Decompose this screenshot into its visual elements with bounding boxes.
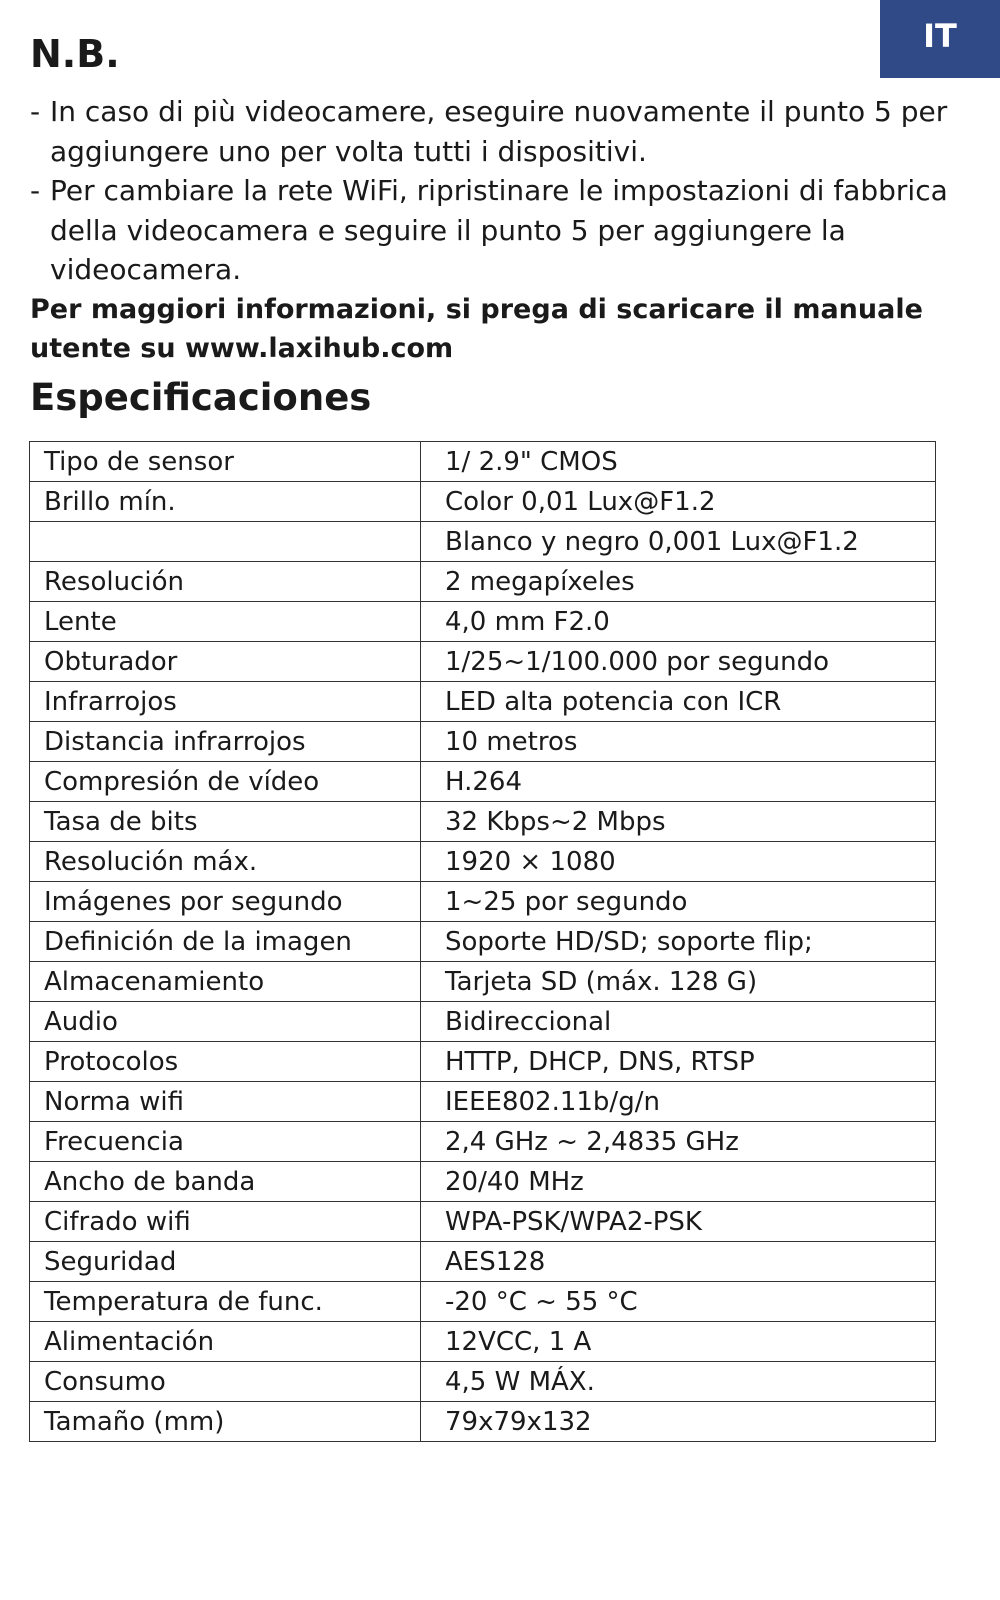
nb-note-text: In caso di più videocamere, eseguire nuovamente il punto 5 per aggiungere uno per volta tutti i dispositivi.	[50, 95, 948, 168]
table-row	[30, 482, 936, 522]
spec-label: Tamaño (mm)	[30, 1402, 421, 1442]
spec-value: 20/40 MHz	[421, 1162, 936, 1202]
spec-label: Seguridad	[30, 1242, 421, 1282]
table-row	[30, 1042, 936, 1082]
spec-value: Bidireccional	[421, 1002, 936, 1042]
spec-value: 1920 × 1080	[421, 842, 936, 882]
spec-value: H.264	[421, 762, 936, 802]
spec-value: IEEE802.11b/g/n	[421, 1082, 936, 1122]
nb-note	[30, 171, 950, 290]
table-row	[30, 1162, 936, 1202]
spec-label: Consumo	[30, 1362, 421, 1402]
spec-label: Distancia infrarrojos	[30, 722, 421, 762]
spec-label: Resolución máx.	[30, 842, 421, 882]
nb-note	[30, 92, 950, 171]
spec-label: Norma wifi	[30, 1082, 421, 1122]
spec-value: 32 Kbps~2 Mbps	[421, 802, 936, 842]
spec-value: 79x79x132	[421, 1402, 936, 1442]
spec-label: Lente	[30, 602, 421, 642]
spec-value: 2,4 GHz ~ 2,4835 GHz	[421, 1122, 936, 1162]
table-row	[30, 962, 936, 1002]
spec-value: -20 °C ~ 55 °C	[421, 1282, 936, 1322]
spec-value: 4,5 W MÁX.	[421, 1362, 936, 1402]
dash-bullet: -	[30, 174, 41, 207]
nb-note-text: Per cambiare la rete WiFi, ripristinare le impostazioni di fabbrica della videocamera e seguire il punto 5 per aggiungere la videocamera.	[50, 174, 948, 286]
spec-value: Tarjeta SD (máx. 128 G)	[421, 962, 936, 1002]
spec-label: Resolución	[30, 562, 421, 602]
dash-bullet: -	[30, 95, 41, 128]
spec-label: Frecuencia	[30, 1122, 421, 1162]
spec-label: Ancho de banda	[30, 1162, 421, 1202]
spec-value: 10 metros	[421, 722, 936, 762]
table-row	[30, 922, 936, 962]
table-row	[30, 842, 936, 882]
spec-value: 12VCC, 1 A	[421, 1322, 936, 1362]
spec-value: LED alta potencia con ICR	[421, 682, 936, 722]
spec-value: HTTP, DHCP, DNS, RTSP	[421, 1042, 936, 1082]
spec-value: WPA-PSK/WPA2-PSK	[421, 1202, 936, 1242]
table-row	[30, 1122, 936, 1162]
spec-label	[30, 522, 421, 562]
spec-value: AES128	[421, 1242, 936, 1282]
spec-label: Almacenamiento	[30, 962, 421, 1002]
table-row	[30, 562, 936, 602]
table-row	[30, 1082, 936, 1122]
spec-label: Alimentación	[30, 1322, 421, 1362]
spec-value: 1~25 por segundo	[421, 882, 936, 922]
table-row	[30, 1362, 936, 1402]
table-row	[30, 1282, 936, 1322]
spec-label: Brillo mín.	[30, 482, 421, 522]
nb-title: N.B.	[30, 32, 120, 76]
spec-label: Temperatura de func.	[30, 1282, 421, 1322]
table-row	[30, 1322, 936, 1362]
table-row	[30, 722, 936, 762]
spec-label: Tasa de bits	[30, 802, 421, 842]
table-row	[30, 1002, 936, 1042]
spec-value: 2 megapíxeles	[421, 562, 936, 602]
spec-label: Obturador	[30, 642, 421, 682]
table-row	[30, 1242, 936, 1282]
table-row	[30, 602, 936, 642]
table-row	[30, 882, 936, 922]
spec-value: Blanco y negro 0,001 Lux@F1.2	[421, 522, 936, 562]
spec-value: 4,0 mm F2.0	[421, 602, 936, 642]
spec-value: 1/25~1/100.000 por segundo	[421, 642, 936, 682]
specs-table	[29, 441, 936, 1442]
spec-label: Tipo de sensor	[30, 442, 421, 482]
specs-title: Especificaciones	[30, 376, 372, 419]
nb-notes	[30, 92, 950, 368]
spec-label: Protocolos	[30, 1042, 421, 1082]
table-row	[30, 682, 936, 722]
table-row	[30, 802, 936, 842]
spec-value: Color 0,01 Lux@F1.2	[421, 482, 936, 522]
spec-label: Definición de la imagen	[30, 922, 421, 962]
more-info-text: Per maggiori informazioni, si prega di scaricare il manuale utente su www.laxihub.com	[30, 293, 923, 364]
spec-label: Audio	[30, 1002, 421, 1042]
table-row	[30, 442, 936, 482]
table-row	[30, 522, 936, 562]
spec-value: Soporte HD/SD; soporte flip;	[421, 922, 936, 962]
language-tab: IT	[880, 0, 1000, 78]
spec-label: Compresión de vídeo	[30, 762, 421, 802]
table-row	[30, 762, 936, 802]
spec-label: Cifrado wifi	[30, 1202, 421, 1242]
specs-table-body	[30, 442, 936, 1442]
spec-value: 1/ 2.9" CMOS	[421, 442, 936, 482]
spec-label: Imágenes por segundo	[30, 882, 421, 922]
table-row	[30, 642, 936, 682]
spec-label: Infrarrojos	[30, 682, 421, 722]
table-row	[30, 1202, 936, 1242]
table-row	[30, 1402, 936, 1442]
